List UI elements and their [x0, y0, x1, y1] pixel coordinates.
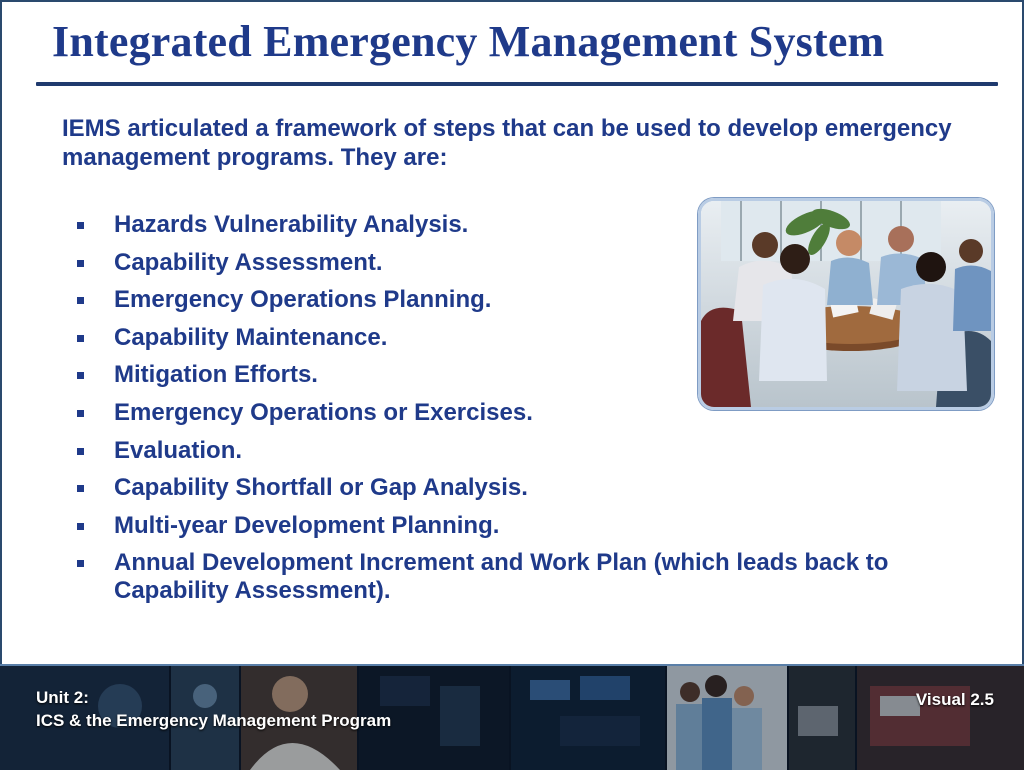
square-bullet-icon [77, 222, 84, 229]
visual-number: Visual 2.5 [915, 690, 994, 709]
list-item-text: Emergency Operations or Exercises. [114, 398, 533, 426]
square-bullet-icon [77, 410, 84, 417]
square-bullet-icon [77, 260, 84, 267]
list-item-text: Hazards Vulnerability Analysis. [114, 211, 469, 238]
unit-title: ICS & the Emergency Management Program [36, 711, 392, 730]
list-item-text: Mitigation Efforts. [114, 361, 318, 389]
unit-number: Unit 2: [36, 688, 89, 707]
list-item [72, 512, 942, 540]
square-bullet-icon [77, 485, 84, 492]
square-bullet-icon [77, 523, 84, 530]
list-item-text: Annual Development Increment and Work Plan (which leads back to Capability Assessment). [114, 549, 889, 605]
square-bullet-icon [77, 448, 84, 455]
title-underline [36, 82, 998, 86]
list-item-text: Evaluation. [114, 436, 243, 464]
list-item-text: Emergency Operations Planning. [114, 286, 492, 314]
intro-paragraph: IEMS articulated a framework of steps that can be used to develop emergency management programs. They are: [62, 115, 952, 171]
list-item-text: Capability Assessment. [114, 248, 383, 276]
footer-banner [0, 664, 1024, 770]
list-item-text: Multi-year Development Planning. [114, 511, 500, 539]
list-item [72, 437, 942, 465]
list-item [72, 549, 942, 605]
square-bullet-icon [77, 560, 84, 567]
list-item-text: Capability Maintenance. [114, 323, 388, 351]
unit-caption [36, 686, 391, 732]
square-bullet-icon [77, 297, 84, 304]
slide-title: Integrated Emergency Management System [52, 17, 885, 66]
list-item-text: Capability Shortfall or Gap Analysis. [114, 474, 528, 502]
meeting-photo [698, 198, 994, 410]
square-bullet-icon [77, 335, 84, 342]
square-bullet-icon [77, 372, 84, 379]
list-item [72, 474, 942, 502]
